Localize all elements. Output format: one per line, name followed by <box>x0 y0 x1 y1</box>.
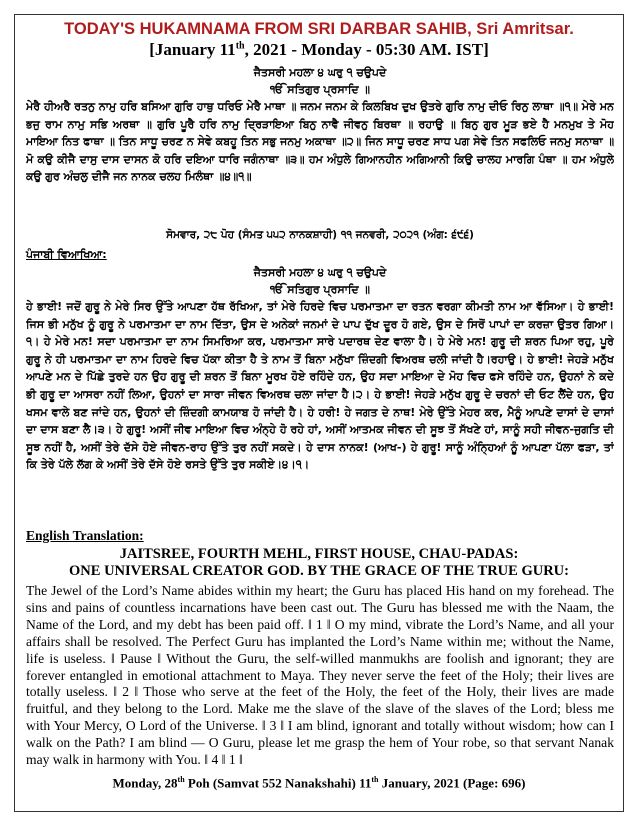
punjabi-heading-1: ਜੈਤਸਰੀ ਮਹਲਾ ੪ ਘਰੁ ੧ ਚਉਪਦੇ <box>253 266 387 279</box>
english-heading-1: JAITSREE, FOURTH MEHL, FIRST HOUSE, CHAU-PADAS: <box>119 546 519 562</box>
gurmukhi-date-line: ਸੋਮਵਾਰ, ੨੮ ਪੋਹ (ਸੰਮਤ ੫੫੨ ਨਾਨਕਸ਼ਾਹੀ) ੧੧ ਜਨਵਰੀ, ੨੦੨੧ (ਅੰਗ: ੬੯੬) <box>166 229 474 241</box>
punjabi-explanation: ਹੇ ਭਾਈ! ਜਦੋਂ ਗੁਰੂ ਨੇ ਮੇਰੇ ਸਿਰ ਉੱਤੇ ਆਪਣਾ ਹੱਥ ਰੱਖਿਆ, ਤਾਂ ਮੇਰੇ ਹਿਰਦੇ ਵਿਚ ਪਰਮਾਤਮਾ ਦਾ ਰਤਨ ਵਰਗਾ ਕੀਮਤੀ ਨਾਮ ਆ ਵੱਸਿਆ। ਹੇ ਭਾਈ! ਜਿਸ ਭੀ ਮਨੁੱਖ ਨੂੰ ਗੁਰੂ ਨੇ ਪਰਮਾਤਮਾ ਦਾ ਨਾਮ ਦਿੱਤਾ, ਉਸ ਦੇ ਅਨੇਕਾਂ ਜਨਮਾਂ ਦੇ ਪਾਪ ਦੁੱਖ ਦੂਰ ਹੋ ਗਏ, ਉਸ ਦੇ ਸਿਰੋਂ ਪਾਪਾਂ ਦਾ ਕਰਜ਼ਾ ਉਤਰ ਗਿਆ।੧। ਹੇ ਮੇਰੇ ਮਨ! ਸਦਾ ਪਰਮਾਤਮਾ ਦਾ ਨਾਮ ਸਿਮਰਿਆ ਕਰ, ਪਰਮਾਤਮਾ ਸਾਰੇ ਪਦਾਰਥ ਦੇਣ ਵਾਲਾ ਹੈ। ਹੇ ਮੇਰੇ ਮਨ! ਗੁਰੂ ਦੀ ਸ਼ਰਨ ਪਿਆ ਰਹੁ, ਪੂਰੇ ਗੁਰੂ ਨੇ ਹੀ ਪਰਮਾਤਮਾ ਦਾ ਨਾਮ ਹਿਰਦੇ ਵਿਚ ਪੱਕਾ ਕੀਤਾ ਹੈ ਤੇ ਨਾਮ ਤੋਂ ਬਿਨਾ ਮਨੁੱਖਾ ਜ਼ਿੰਦਗੀ ਵਿਅਰਥ ਚਲੀ ਜਾਂਦੀ ਹੈ।ਰਹਾਉ। ਹੇ ਭਾਈ! ਜੇਹੜੇ ਮਨੁੱਖ ਆਪਣੇ ਮਨ ਦੇ ਪਿੱਛੇ ਤੁਰਦੇ ਹਨ ਉਹ ਗੁਰੂ ਦੀ ਸ਼ਰਨ ਤੋਂ ਬਿਨਾ ਮੂਰਖ ਹੋਏ ਰਹਿੰਦੇ ਹਨ, ਉਹ ਸਦਾ ਮਾਇਆ ਦੇ ਮੋਹ ਵਿਚ ਫਸੇ ਰਹਿੰਦੇ ਹਨ, ਉਹਨਾਂ ਨੇ ਕਦੇ ਭੀ ਗੁਰੂ ਦਾ ਆਸਰਾ ਨਹੀਂ ਲਿਆ, ਉਹਨਾਂ ਦਾ ਸਾਰਾ ਜੀਵਨ ਵਿਅਰਥ ਚਲਾ ਜਾਂਦਾ ਹੈ।੨। ਹੇ ਭਾਈ! ਜੇਹੜੇ ਮਨੁੱਖ ਗੁਰੂ ਦੇ ਚਰਨਾਂ ਦੀ ਓਟ ਲੈਂਦੇ ਹਨ, ਉਹ ਖਸਮ ਵਾਲੇ ਬਣ ਜਾਂਦੇ ਹਨ, ਉਹਨਾਂ ਦੀ ਜ਼ਿੰਦਗੀ ਕਾਮਯਾਬ ਹੋ ਜਾਂਦੀ ਹੈ। ਹੇ ਹਰੀ! ਹੇ ਜਗਤ ਦੇ ਨਾਥ! ਮੇਰੇ ਉੱਤੇ ਮੇਹਰ ਕਰ, ਮੈਨੂੰ ਆਪਣੇ ਦਾਸਾਂ ਦੇ ਦਾਸਾਂ ਦਾ ਦਾਸ ਬਣਾ ਲੈ।੩। ਹੇ ਗੁਰੂ! ਅਸੀਂ ਜੀਵ ਮਾਇਆ ਵਿਚ ਅੰਨ੍ਹੇ ਹੋ ਰਹੇ ਹਾਂ, ਅਸੀਂ ਆਤਮਕ ਜੀਵਨ ਦੀ ਸੂਝ ਤੋਂ ਸੱਖਣੇ ਹਾਂ, ਸਾਨੂੰ ਸਹੀ ਜੀਵਨ-ਜੁਗਤਿ ਦੀ ਸੂਝ ਨਹੀਂ ਹੈ, ਅਸੀਂ ਤੇਰੇ ਦੱਸੇ ਹੋਏ ਜੀਵਨ-ਰਾਹ ਉੱਤੇ ਤੁਰ ਨਹੀਂ ਸਕਦੇ। ਹੇ ਦਾਸ ਨਾਨਕ! (ਆਖ-) ਹੇ ਗੁਰੂ! ਸਾਨੂੰ ਅੰਨ੍ਹਿਆਂ ਨੂੰ ਆਪਣਾ ਪੱਲਾ ਫੜਾ, ਤਾਂ ਕਿ ਤੇਰੇ ਪੱਲੇ ਲੱਗ ਕੇ ਅਸੀਂ ਤੇਰੇ ਦੱਸੇ ਹੋਏ ਰਸਤੇ ਉੱਤੇ ਤੁਰ ਸਕੀਏ।੪।੧। <box>26 300 614 472</box>
english-label: English Translation: <box>26 528 144 543</box>
gurmukhi-heading-1: ਜੈਤਸਰੀ ਮਹਲਾ ੪ ਘਰੁ ੧ ਚਉਪਦੇ <box>253 66 387 79</box>
date-rest: , 2021 - Monday - 05:30 AM. IST] <box>244 40 489 59</box>
page-date <box>14 40 624 60</box>
footer-a-sup: th <box>177 775 185 784</box>
punjabi-label: ਪੰਜਾਬੀ ਵਿਆਖਿਆ: <box>26 248 107 261</box>
gurmukhi-shabad: ਮੇਰੈ ਹੀਅਰੈ ਰਤਨੁ ਨਾਮੁ ਹਰਿ ਬਸਿਆ ਗੁਰਿ ਹਾਥੁ ਧਰਿਓ ਮੇਰੈ ਮਾਥਾ ॥ ਜਨਮ ਜਨਮ ਕੇ ਕਿਲਬਿਖ ਦੁਖ ਉਤਰੇ ਗੁਰਿ ਨਾਮੁ ਦੀਓ ਰਿਨੁ ਲਾਥਾ ॥੧॥ ਮੇਰੇ ਮਨ ਭਜੁ ਰਾਮ ਨਾਮੁ ਸਭਿ ਅਰਥਾ ॥ ਗੁਰਿ ਪੂਰੈ ਹਰਿ ਨਾਮੁ ਦ੍ਰਿੜਾਇਆ ਬਿਨੁ ਨਾਵੈ ਜੀਵਨੁ ਬਿਰਥਾ ॥ ਰਹਾਉ ॥ ਬਿਨੁ ਗੁਰ ਮੂੜ ਭਏ ਹੈ ਮਨਮੁਖ ਤੇ ਮੋਹ ਮਾਇਆ ਨਿਤ ਫਾਥਾ ॥ ਤਿਨ ਸਾਧੂ ਚਰਣ ਨ ਸੇਵੇ ਕਬਹੂ ਤਿਨ ਸਭੁ ਜਨਮੁ ਅਕਾਥਾ ॥੨॥ ਜਿਨ ਸਾਧੂ ਚਰਣ ਸਾਧ ਪਗ ਸੇਵੇ ਤਿਨ ਸਫਲਿਓ ਜਨਮੁ ਸਨਾਥਾ ॥ ਮੋ ਕਉ ਕੀਜੈ ਦਾਸੁ ਦਾਸ ਦਾਸਨ ਕੋ ਹਰਿ ਦਇਆ ਧਾਰਿ ਜਗੰਨਾਥਾ ॥੩॥ ਹਮ ਅੰਧੁਲੇ ਗਿਆਨਹੀਨ ਅਗਿਆਨੀ ਕਿਉ ਚਾਲਹ ਮਾਰਗਿ ਪੰਥਾ ॥ ਹਮ ਅੰਧੁਲੇ ਕਉ ਗੁਰ ਅੰਚਲੁ ਦੀਜੈ ਜਨ ਨਾਨਕ ਚਲਹ ਮਿਲੰਥਾ ॥੪॥੧॥ <box>26 100 614 184</box>
footer-b: Poh (Samvat 552 Nanakshahi) 11 <box>184 775 372 791</box>
footer-a: Monday, 28 <box>112 775 178 791</box>
footer-c: January, 2021 (Page: 696) <box>378 775 526 791</box>
english-translation: The Jewel of the Lord’s Name abides within my heart; the Guru has placed His hand on my forehead. The sins and pains of countless incarnations have been cast out. The Guru has blessed me with the Naam, the Name of the Lord, and my debt has been paid off. ‖ 1 ‖ O my mind, vibrate the Lord’s Name, and all your affairs shall be resolved. The Perfect Guru has implanted the Lord’s Name within me; without the Name, life is useless. ‖ Pause ‖ Without the Guru, the self-willed manmukhs are foolish and ignorant; they are forever entangled in emotional attachment to Maya. They never serve the feet of the Holy; their lives are totally useless. ‖ 2 ‖ Those who serve at the feet of the Holy, the feet of the Holy, their lives are made fruitful, and they belong to the Lord. Make me the slave of the slave of the slaves of the Lord; bless me with Your Mercy, O Lord of the Universe. ‖ 3 ‖ I am blind, ignorant and totally without wisdom; how can I walk on the Path? I am blind — O Guru, please let me grasp the hem of Your robe, so that servant Nanak may walk in harmony with You. ‖ 4 ‖ 1 ‖ <box>26 583 614 768</box>
date-open: [January 11 <box>149 40 236 59</box>
gurmukhi-heading-2: ੴ ਸਤਿਗੁਰ ਪ੍ਰਸਾਦਿ ॥ <box>270 83 370 96</box>
footer-b-sup: th <box>371 775 379 784</box>
english-heading-2: ONE UNIVERSAL CREATOR GOD. BY THE GRACE OF THE TRUE GURU: <box>69 563 569 579</box>
punjabi-heading-2: ੴ ਸਤਿਗੁਰ ਪ੍ਰਸਾਦਿ ॥ <box>270 283 370 296</box>
date-sup: th <box>235 40 245 52</box>
page-title: TODAY'S HUKAMNAMA FROM SRI DARBAR SAHIB, Sri Amritsar. <box>64 20 574 38</box>
footer-date <box>14 775 624 791</box>
